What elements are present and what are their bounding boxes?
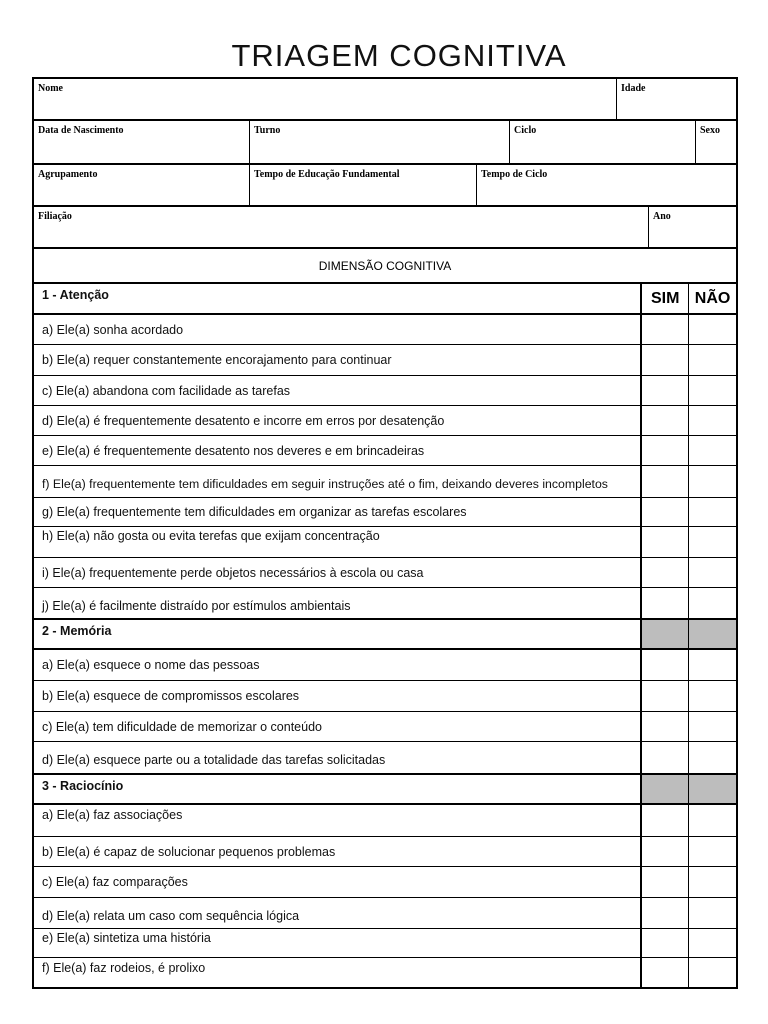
idade-field[interactable]: Idade [621, 83, 646, 94]
nao-checkbox[interactable] [689, 837, 736, 866]
sim-checkbox[interactable] [642, 867, 689, 897]
question-text: e) Ele(a) sintetiza uma história [34, 929, 642, 957]
nao-checkbox[interactable] [689, 558, 736, 587]
nao-checkbox[interactable] [689, 527, 736, 557]
sim-checkbox[interactable] [642, 898, 689, 928]
question-text: f) Ele(a) faz rodeios, é prolixo [34, 958, 642, 987]
question-row [32, 898, 738, 929]
question-text: a) Ele(a) esquece o nome das pessoas [34, 650, 642, 680]
sim-checkbox[interactable] [642, 650, 689, 680]
section-title: 3 - Raciocínio [34, 775, 642, 803]
question-row [32, 498, 738, 527]
question-text: f) Ele(a) frequentemente tem dificuldades em seguir instruções até o fim, deixando deveres incompletos [34, 466, 642, 497]
tempo-ciclo-field[interactable]: Tempo de Ciclo [481, 169, 548, 180]
grey-cell [642, 620, 689, 648]
question-text: c) Ele(a) tem dificuldade de memorizar o conteúdo [34, 712, 642, 741]
nao-checkbox[interactable] [689, 681, 736, 711]
question-row [32, 588, 738, 620]
question-row [32, 958, 738, 989]
sim-checkbox[interactable] [642, 466, 689, 497]
question-row [32, 376, 738, 406]
section-header-atencao [32, 284, 738, 315]
question-row [32, 650, 738, 681]
sim-checkbox[interactable] [642, 712, 689, 741]
question-text: c) Ele(a) abandona com facilidade as tarefas [34, 376, 642, 405]
question-row [32, 742, 738, 775]
filiacao-field[interactable]: Filiação [34, 207, 649, 247]
data-nascimento-field[interactable]: Data de Nascimento [34, 121, 250, 163]
section-header-memoria [32, 620, 738, 650]
nao-checkbox[interactable] [689, 929, 736, 957]
header-row-4 [32, 207, 738, 249]
ano-field[interactable]: Ano [653, 211, 671, 222]
sim-checkbox[interactable] [642, 588, 689, 618]
grey-cell [689, 775, 736, 803]
question-row [32, 436, 738, 466]
nao-checkbox[interactable] [689, 376, 736, 405]
question-row [32, 837, 738, 867]
question-text: i) Ele(a) frequentemente perde objetos necessários à escola ou casa [34, 558, 642, 587]
question-row [32, 558, 738, 588]
ciclo-field[interactable]: Ciclo [510, 121, 696, 163]
sim-checkbox[interactable] [642, 498, 689, 526]
nao-checkbox[interactable] [689, 958, 736, 987]
question-text: j) Ele(a) é facilmente distraído por estímulos ambientais [34, 588, 642, 618]
sim-checkbox[interactable] [642, 681, 689, 711]
nao-checkbox[interactable] [689, 898, 736, 928]
question-row [32, 466, 738, 498]
nao-checkbox[interactable] [689, 498, 736, 526]
nao-checkbox[interactable] [689, 345, 736, 375]
question-row [32, 345, 738, 376]
question-row [32, 406, 738, 436]
agrupamento-field[interactable]: Agrupamento [34, 165, 250, 205]
sim-checkbox[interactable] [642, 742, 689, 773]
sim-checkbox[interactable] [642, 315, 689, 344]
question-row [32, 527, 738, 558]
question-text: b) Ele(a) esquece de compromissos escolares [34, 681, 642, 711]
sim-checkbox[interactable] [642, 558, 689, 587]
header-row-1 [32, 77, 738, 121]
sim-column-header: SIM [642, 284, 689, 313]
nome-field[interactable]: Nome [34, 79, 617, 119]
question-text: d) Ele(a) esquece parte ou a totalidade das tarefas solicitadas [34, 742, 642, 773]
question-row [32, 929, 738, 958]
question-text: b) Ele(a) é capaz de solucionar pequenos problemas [34, 837, 642, 866]
sim-checkbox[interactable] [642, 436, 689, 465]
sim-checkbox[interactable] [642, 345, 689, 375]
sim-checkbox[interactable] [642, 958, 689, 987]
sim-checkbox[interactable] [642, 527, 689, 557]
nao-checkbox[interactable] [689, 436, 736, 465]
question-text: h) Ele(a) não gosta ou evita terefas que exijam concentração [34, 527, 642, 557]
nao-checkbox[interactable] [689, 315, 736, 344]
question-text: d) Ele(a) é frequentemente desatento e incorre em erros por desatenção [34, 406, 642, 435]
page-title: TRIAGEM COGNITIVA [231, 38, 567, 73]
sim-checkbox[interactable] [642, 805, 689, 836]
sexo-field[interactable]: Sexo [700, 125, 720, 136]
nao-checkbox[interactable] [689, 712, 736, 741]
sim-checkbox[interactable] [642, 376, 689, 405]
question-text: d) Ele(a) relata um caso com sequência lógica [34, 898, 642, 928]
question-row [32, 712, 738, 742]
header-row-2 [32, 121, 738, 165]
nao-checkbox[interactable] [689, 588, 736, 618]
question-text: g) Ele(a) frequentemente tem dificuldades em organizar as tarefas escolares [34, 498, 642, 526]
header-row-3 [32, 165, 738, 207]
section-header-raciocinio [32, 775, 738, 805]
question-text: a) Ele(a) sonha acordado [34, 315, 642, 344]
question-text: a) Ele(a) faz associações [34, 805, 642, 836]
grey-cell [642, 775, 689, 803]
question-text: e) Ele(a) é frequentemente desatento nos deveres e em brincadeiras [34, 436, 642, 465]
nao-checkbox[interactable] [689, 805, 736, 836]
nao-checkbox[interactable] [689, 406, 736, 435]
nao-checkbox[interactable] [689, 867, 736, 897]
form-table [32, 77, 738, 989]
tempo-educacao-field[interactable]: Tempo de Educação Fundamental [250, 165, 477, 205]
nao-column-header: NÃO [694, 289, 731, 307]
grey-cell [689, 620, 736, 648]
sim-checkbox[interactable] [642, 929, 689, 957]
question-row [32, 805, 738, 837]
section-title: 2 - Memória [34, 620, 642, 648]
question-text: b) Ele(a) requer constantemente encorajamento para continuar [34, 345, 642, 375]
nao-checkbox[interactable] [689, 466, 736, 497]
turno-field[interactable]: Turno [250, 121, 510, 163]
nao-checkbox[interactable] [689, 742, 736, 773]
question-row [32, 315, 738, 345]
nao-checkbox[interactable] [689, 650, 736, 680]
question-text: c) Ele(a) faz comparações [34, 867, 642, 897]
section-title: 1 - Atenção [34, 284, 642, 313]
sim-checkbox[interactable] [642, 406, 689, 435]
question-row [32, 681, 738, 712]
dimension-title: DIMENSÃO COGNITIVA [32, 249, 738, 284]
sim-checkbox[interactable] [642, 837, 689, 866]
question-row [32, 867, 738, 898]
